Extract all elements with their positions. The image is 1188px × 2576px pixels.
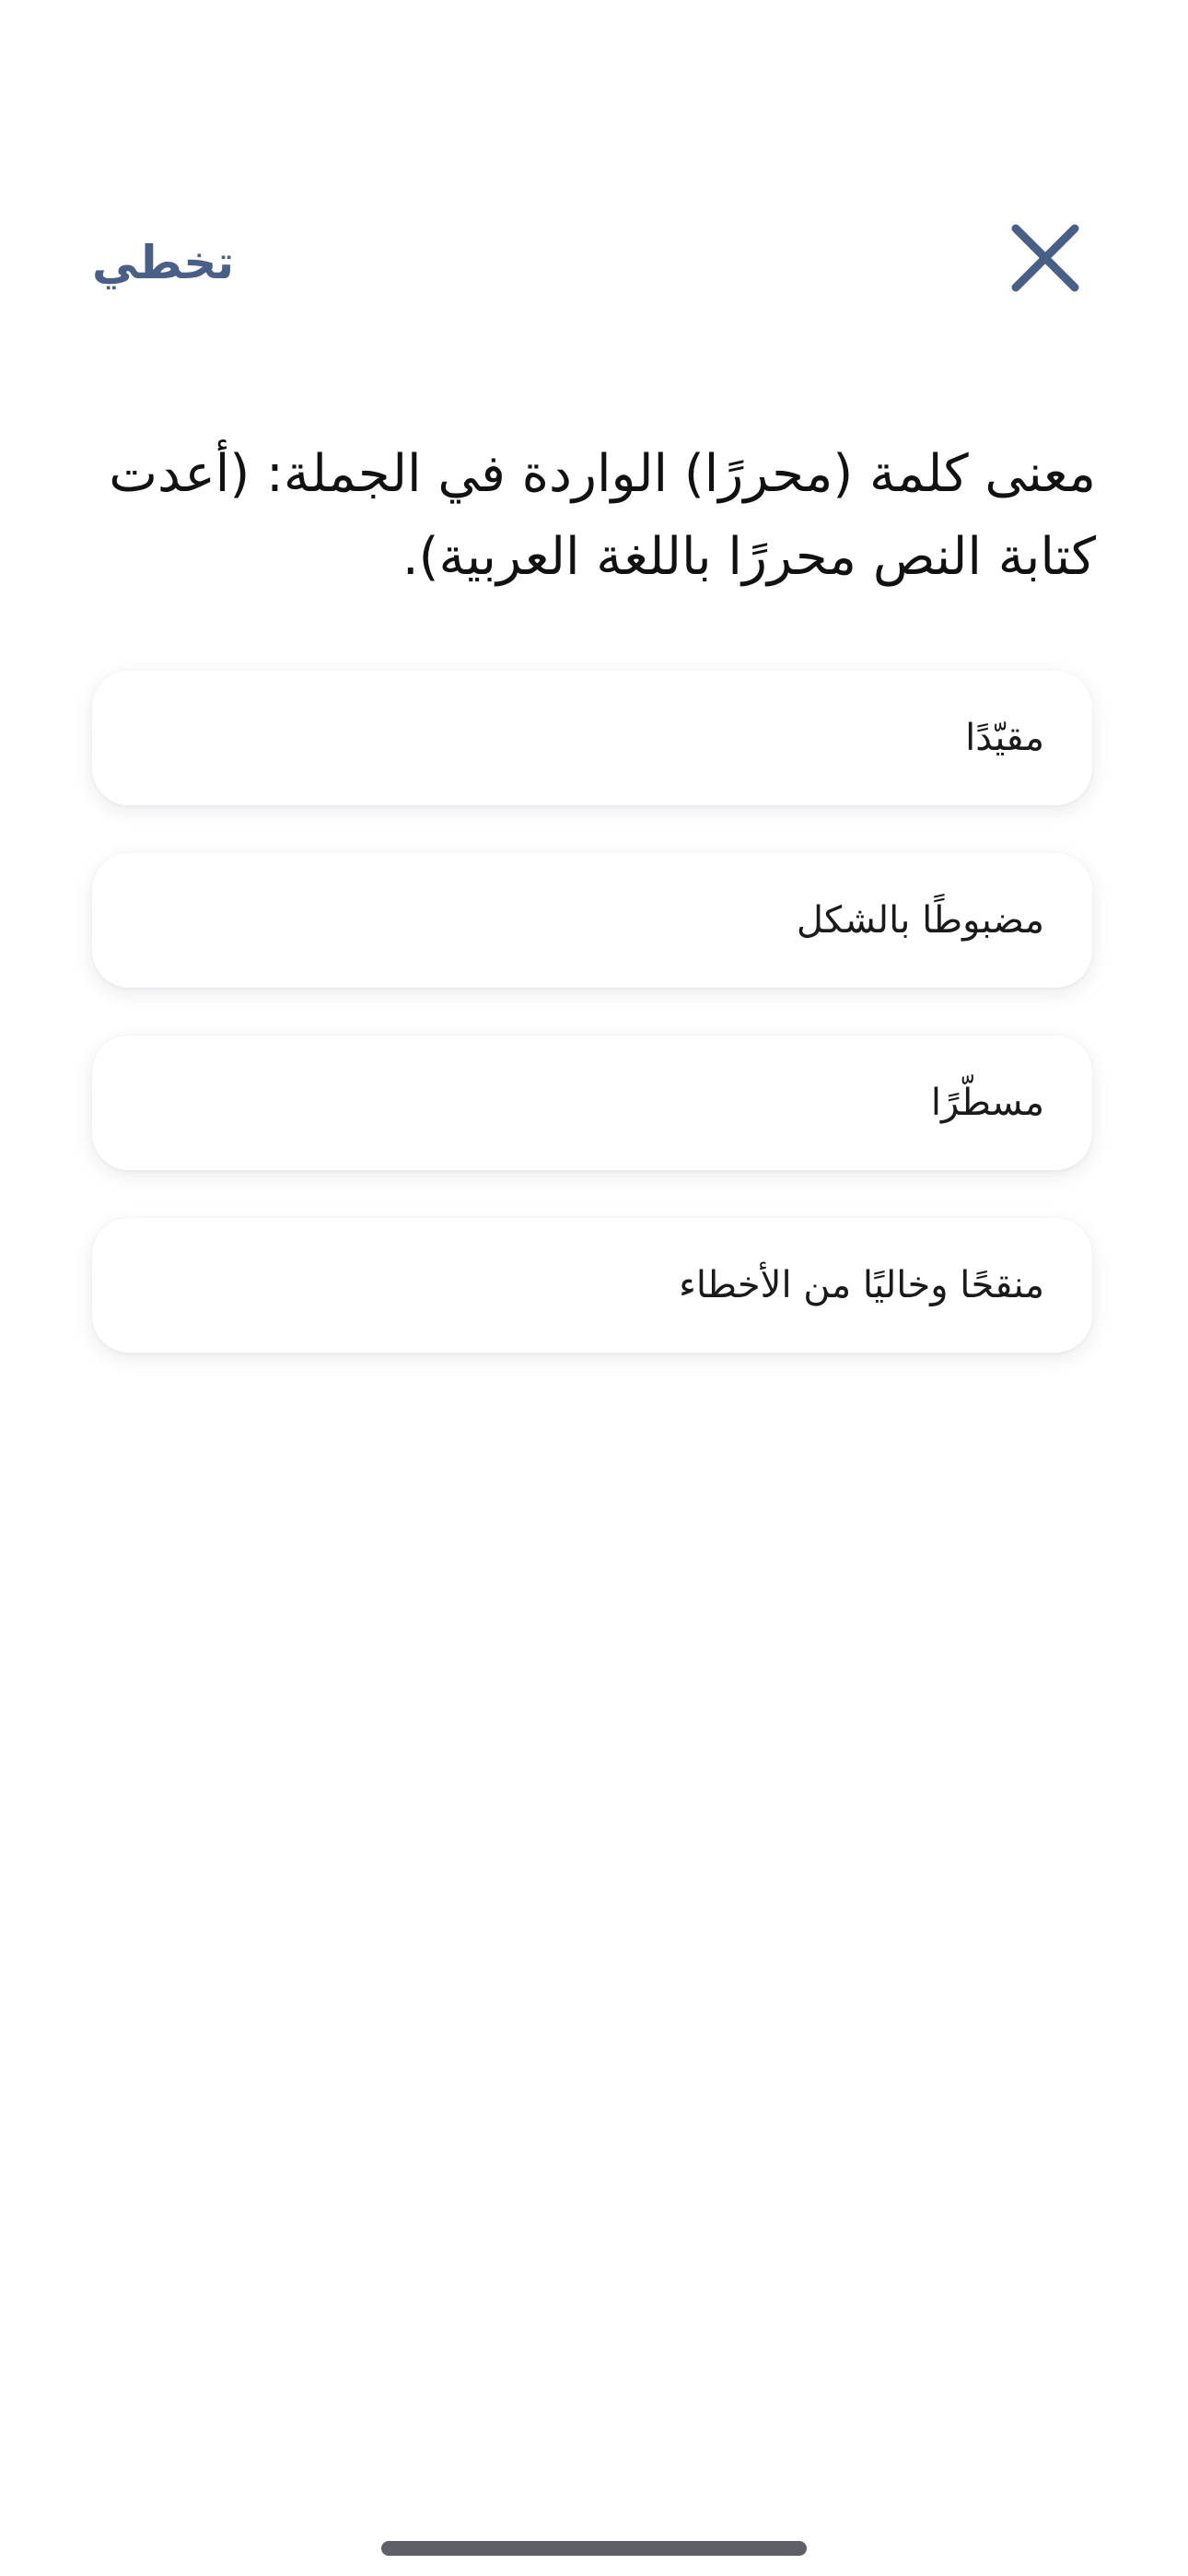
question-text: معنى كلمة (محررًا) الواردة في الجملة: (أعدت كتابة النص محررًا باللغة العربية).: [109, 444, 1096, 587]
skip-button[interactable]: تخطي: [92, 236, 235, 289]
home-indicator[interactable]: [381, 2541, 807, 2556]
answer-option-label: مسطّرًا: [930, 1082, 1044, 1124]
top-bar: [0, 212, 1188, 313]
answer-option-3[interactable]: [92, 1036, 1092, 1170]
answer-option-1[interactable]: [92, 671, 1092, 805]
answer-option-4[interactable]: [92, 1218, 1092, 1352]
answer-option-label: منقحًا وخاليًا من الأخطاء: [679, 1264, 1044, 1306]
close-icon: [999, 212, 1091, 304]
answer-option-label: مقيّدًا: [965, 717, 1044, 759]
answer-options: [92, 671, 1092, 1400]
close-button[interactable]: [999, 212, 1091, 304]
answer-option-label: مضبوطًا بالشكل: [796, 899, 1044, 942]
answer-option-2[interactable]: [92, 853, 1092, 988]
